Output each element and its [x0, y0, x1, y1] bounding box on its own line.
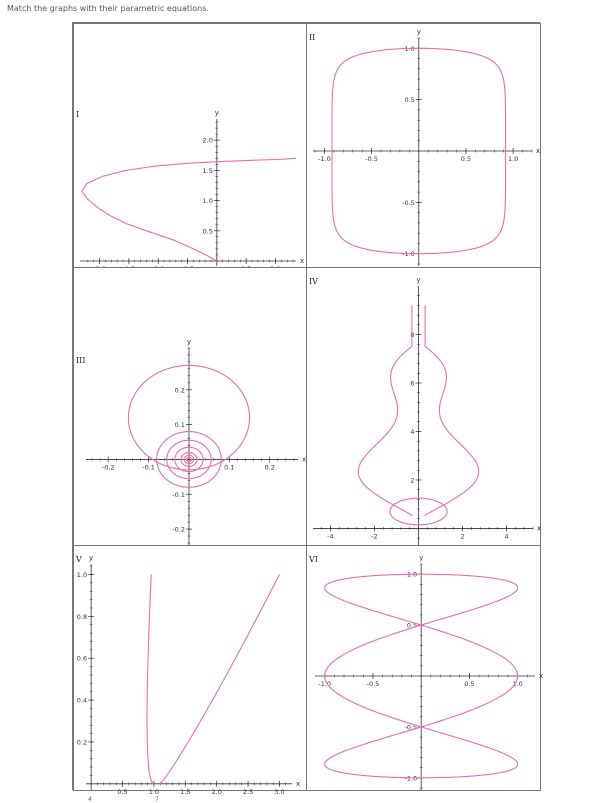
x-tick-label: 2 — [460, 532, 465, 541]
x-tick-label: 1.5 — [180, 787, 191, 796]
y-tick-label: 2 — [410, 476, 415, 485]
y-axis-label: y — [89, 554, 94, 562]
x-tick-label: -0.1 — [142, 463, 155, 472]
y-tick-label: -0.1 — [172, 490, 185, 499]
y-axis-label: y — [416, 276, 421, 284]
x-axis-label: x — [539, 672, 544, 680]
y-axis-label: y — [416, 28, 421, 36]
y-tick-label: 0.5 — [406, 621, 418, 630]
y-tick-label: -1.0 — [404, 774, 418, 783]
graph-label-IV: IV — [309, 277, 318, 286]
x-axis-label: x — [300, 256, 305, 265]
y-tick-label: 0.4 — [76, 696, 88, 705]
x-tick-label: 4 — [504, 532, 509, 541]
x-tick-label: 0.5 — [464, 680, 475, 688]
y-tick-label: 2.0 — [202, 136, 213, 145]
y-axis-label: y — [214, 109, 219, 117]
x-axis-label: x — [302, 455, 307, 464]
x-tick-label: 3.0 — [274, 787, 285, 796]
graph-cell-V[interactable] — [73, 545, 307, 796]
graph-cell-VI[interactable] — [306, 545, 544, 791]
y-tick-label: 1.0 — [202, 197, 213, 206]
curve-V — [147, 575, 279, 784]
y-tick-label: 0.5 — [404, 96, 415, 105]
chart-V — [74, 546, 306, 796]
x-tick-label: -2 — [371, 532, 378, 541]
x-tick-label: -0.2 — [101, 463, 115, 472]
x-tick-label: -1.0 — [318, 680, 332, 688]
y-axis-label: y — [419, 554, 424, 562]
x-tick-label: 0.2 — [264, 463, 275, 472]
chart-VI — [307, 546, 544, 790]
y-tick-label: 6 — [410, 379, 415, 388]
y-tick-label: 1.5 — [202, 166, 213, 175]
y-tick-label: -1.0 — [402, 250, 415, 259]
graph-label-I: I — [76, 110, 80, 119]
x-tick-label: 2.5 — [242, 787, 254, 796]
x-tick-label: -1.0 — [318, 155, 331, 163]
y-tick-label: 0.6 — [76, 654, 88, 663]
x-tick-label: -4 — [327, 532, 334, 541]
y-tick-label: -0.5 — [402, 198, 415, 207]
x-tick-label: 1.0 — [148, 787, 160, 796]
graph-grid — [72, 22, 544, 796]
chart-III — [74, 268, 306, 545]
x-tick-label: 1.0 — [507, 155, 519, 163]
x-tick-label: -0.5 — [365, 155, 378, 163]
x-tick-label: 1.0 — [512, 680, 523, 688]
y-tick-label: 1.0 — [404, 44, 415, 53]
x-axis-label: x — [537, 524, 542, 533]
x-axis-label: x — [536, 147, 541, 155]
footer-label-2: 7 — [155, 796, 159, 803]
y-tick-label: 0.5 — [202, 227, 213, 236]
x-tick-label: 2.0 — [211, 787, 222, 796]
x-tick-label: 0.5 — [460, 155, 472, 163]
chart-IV — [307, 268, 540, 545]
y-tick-label: 0.8 — [76, 612, 88, 621]
instruction-text: Match the graphs with their parametric equations. — [7, 4, 209, 13]
y-tick-label: 0.2 — [76, 738, 88, 747]
graph-cell-I[interactable] — [73, 23, 307, 268]
graph-label-V: V — [76, 555, 82, 564]
x-tick-label: 0.1 — [224, 463, 235, 472]
y-tick-label: 0.1 — [174, 421, 185, 430]
curve-I — [82, 158, 296, 261]
y-tick-label: 1.0 — [76, 570, 88, 579]
graph-cell-IV[interactable] — [306, 267, 541, 546]
graph-label-VI: VI — [309, 555, 318, 564]
graph-cell-II[interactable] — [306, 23, 541, 268]
y-tick-label: 1.0 — [406, 570, 418, 579]
y-tick-label: 0.2 — [174, 386, 185, 395]
y-tick-label: 8 — [410, 330, 415, 339]
x-tick-label: -0.5 — [366, 680, 380, 688]
x-tick-label: 0.5 — [117, 787, 128, 796]
chart-I — [74, 24, 306, 267]
y-axis-label: y — [186, 338, 192, 346]
x-axis-label: x — [296, 779, 301, 788]
y-tick-label: -0.5 — [404, 723, 418, 732]
graph-label-II: II — [309, 33, 316, 42]
y-tick-label: -0.2 — [172, 525, 185, 534]
footer-label-1: 4 — [88, 796, 92, 803]
graph-cell-III[interactable] — [73, 267, 307, 546]
graph-label-III: III — [76, 356, 86, 365]
y-tick-label: 4 — [410, 427, 415, 436]
chart-II — [307, 24, 540, 267]
